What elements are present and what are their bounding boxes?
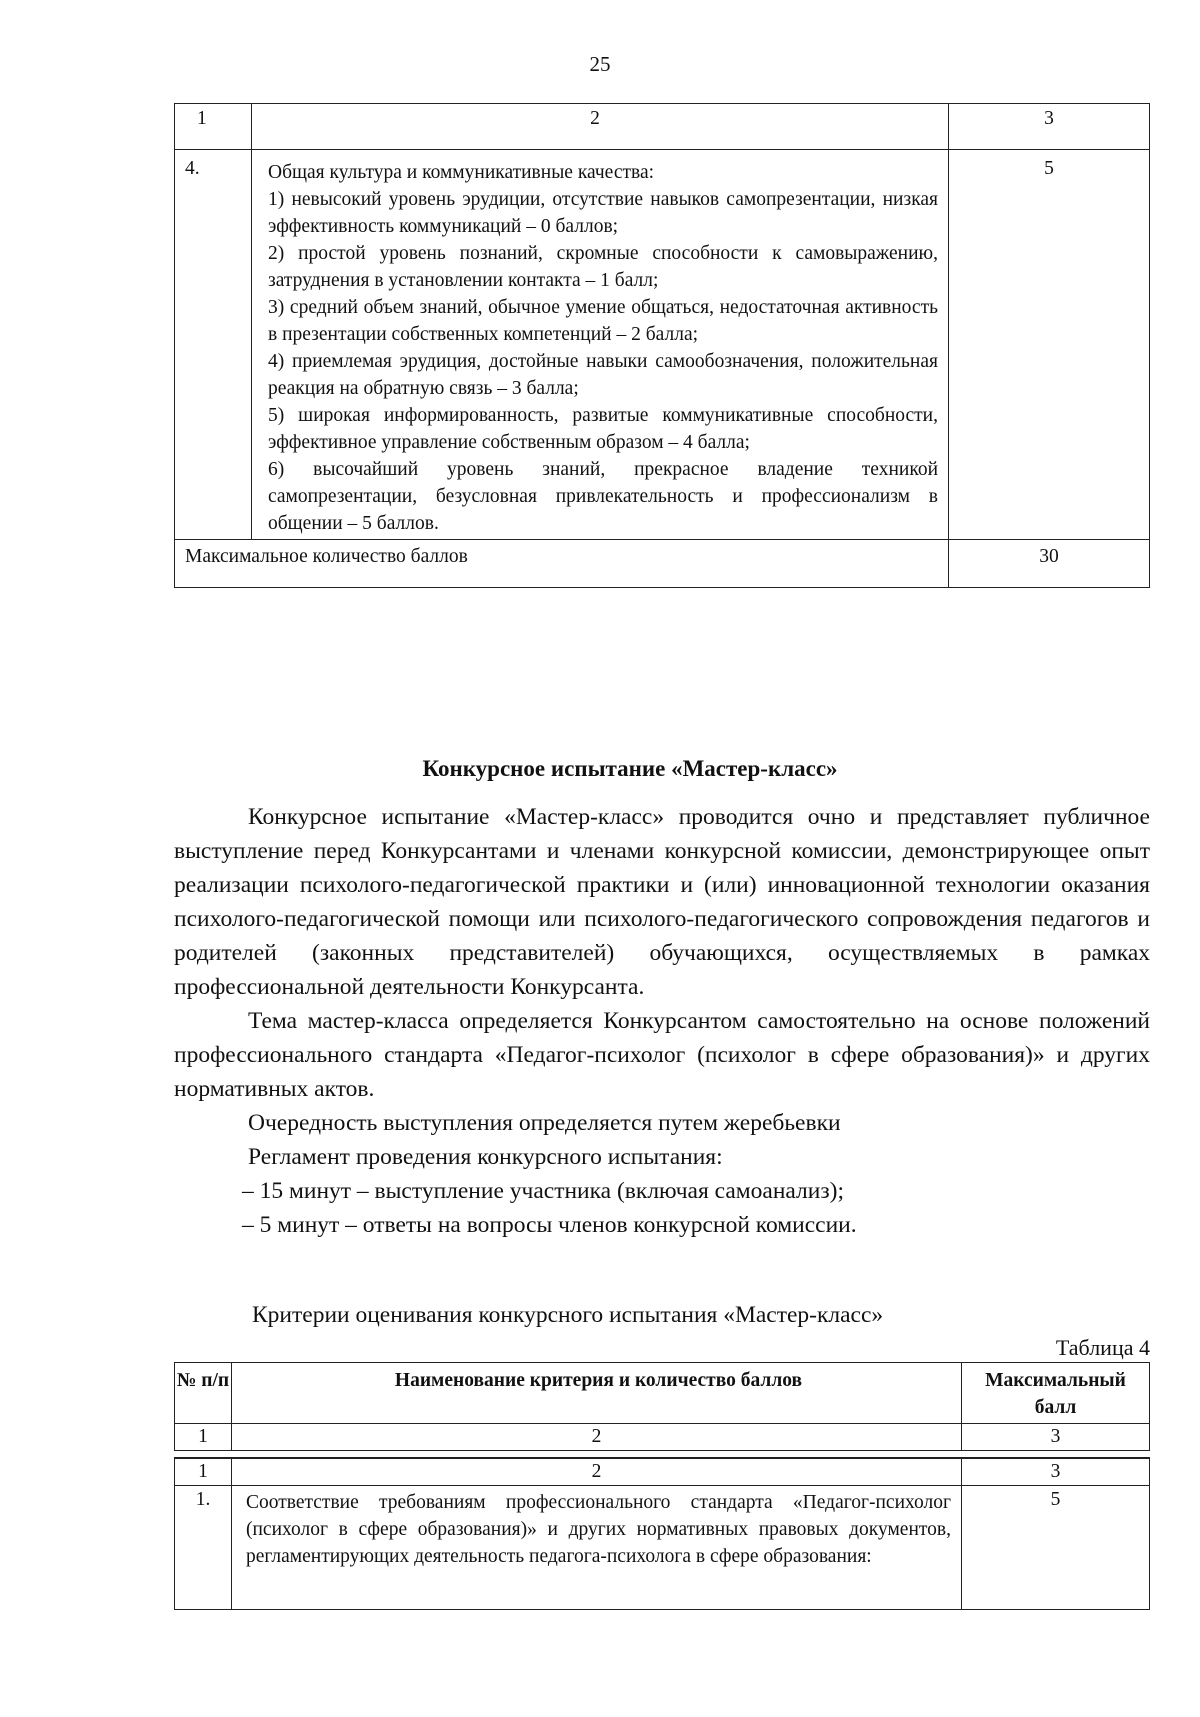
regulation-title: Регламент проведения конкурсного испытания:: [248, 1144, 723, 1170]
header-name: Наименование критерия и количество баллов: [232, 1363, 962, 1424]
table-spacer: [175, 1451, 1150, 1459]
regulation-item: – 5 минут – ответы на вопросы членов конкурсной комиссии.: [242, 1212, 857, 1238]
criterion-cell: [252, 150, 949, 540]
table-header-row: [175, 1363, 1150, 1424]
total-label: Максимальное количество баллов: [175, 540, 949, 588]
col-num-3: 3: [962, 1458, 1150, 1486]
order-line: Очередность выступления определяется путем жеребьевки: [248, 1110, 841, 1136]
criterion-item: 5) широкая информированность, развитые коммуникативные способности, эффективное управление собственным образом – 4 балла;: [268, 405, 938, 453]
table-row: [175, 150, 1150, 540]
row-number: 1.: [175, 1486, 232, 1610]
section-body: [174, 800, 1150, 1242]
col-num-3: 3: [962, 1424, 1150, 1451]
column-number-row: [175, 1458, 1150, 1486]
row-score: 5: [949, 150, 1150, 540]
header-col-3: 3: [949, 104, 1150, 150]
criteria-title: Критерии оценивания конкурсного испытания «Мастер-класс»: [252, 1302, 884, 1328]
header-col-2: 2: [252, 104, 949, 150]
regulation-item: – 15 минут – выступление участника (включая самоанализ);: [242, 1178, 844, 1204]
criterion-item: 6) высочайший уровень знаний, прекрасное владение техникой самопрезентации, безусловная привлекательность и профессионализм в общении – 5 баллов.: [268, 459, 938, 534]
criteria-table-4: [174, 1362, 1150, 1610]
column-number-row: [175, 1424, 1150, 1451]
criterion-text: Соответствие требованиям профессионального стандарта «Педагог-психолог (психолог в сфере образования)» и других нормативных правовых документов, регламентирующих деятельность педагога-психолога в сфере образования:: [232, 1486, 962, 1610]
row-score: 5: [962, 1486, 1150, 1610]
criterion-title: Общая культура и коммуникативные качества:: [268, 162, 655, 183]
col-num-2: 2: [232, 1458, 962, 1486]
col-num-1: 1: [175, 1458, 232, 1486]
criterion-item: 1) невысокий уровень эрудиции, отсутствие навыков самопрезентации, низкая эффективность коммуникаций – 0 баллов;: [268, 189, 938, 237]
table-row: [175, 1486, 1150, 1610]
paragraph: Конкурсное испытание «Мастер-класс» проводится очно и представляет публичное выступление перед Конкурсантами и членами конкурсной комиссии, демонстрирующее опыт реализации психолого-педагогической практики и (или) инновационной технологии оказания психолого-педагогической помощи или психолого-педагогического сопровождения педагогов и родителей (законных представителей) обучающихся, осуществляемых в рамках профессиональной деятельности Конкурсанта.: [174, 804, 1150, 1000]
total-value: 30: [949, 540, 1150, 588]
criterion-item: 2) простой уровень познаний, скромные способности к самовыражению, затруднения в установлении контакта – 1 балл;: [268, 243, 938, 291]
total-row: [175, 540, 1150, 588]
criterion-item: 4) приемлемая эрудиция, достойные навыки самообозначения, положительная реакция на обратную связь – 3 балла;: [268, 351, 938, 399]
table-label: Таблица 4: [1055, 1335, 1150, 1360]
page-number: 25: [589, 52, 611, 76]
header-col-1: 1: [175, 104, 252, 150]
row-number: 4.: [175, 150, 252, 540]
header-max: Максимальный балл: [962, 1363, 1150, 1424]
criteria-table-continued: [174, 103, 1150, 588]
col-num-1: 1: [175, 1424, 232, 1451]
table-header-row: [175, 104, 1150, 150]
section-heading: Конкурсное испытание «Мастер-класс»: [422, 756, 838, 781]
col-num-2: 2: [232, 1424, 962, 1451]
criterion-item: 3) средний объем знаний, обычное умение общаться, недостаточная активность в презентации собственных компетенций – 2 балла;: [268, 297, 938, 345]
header-num: № п/п: [175, 1363, 232, 1424]
paragraph: Тема мастер-класса определяется Конкурсантом самостоятельно на основе положений профессионального стандарта «Педагог-психолог (психолог в сфере образования)» и других нормативных актов.: [174, 1008, 1150, 1102]
